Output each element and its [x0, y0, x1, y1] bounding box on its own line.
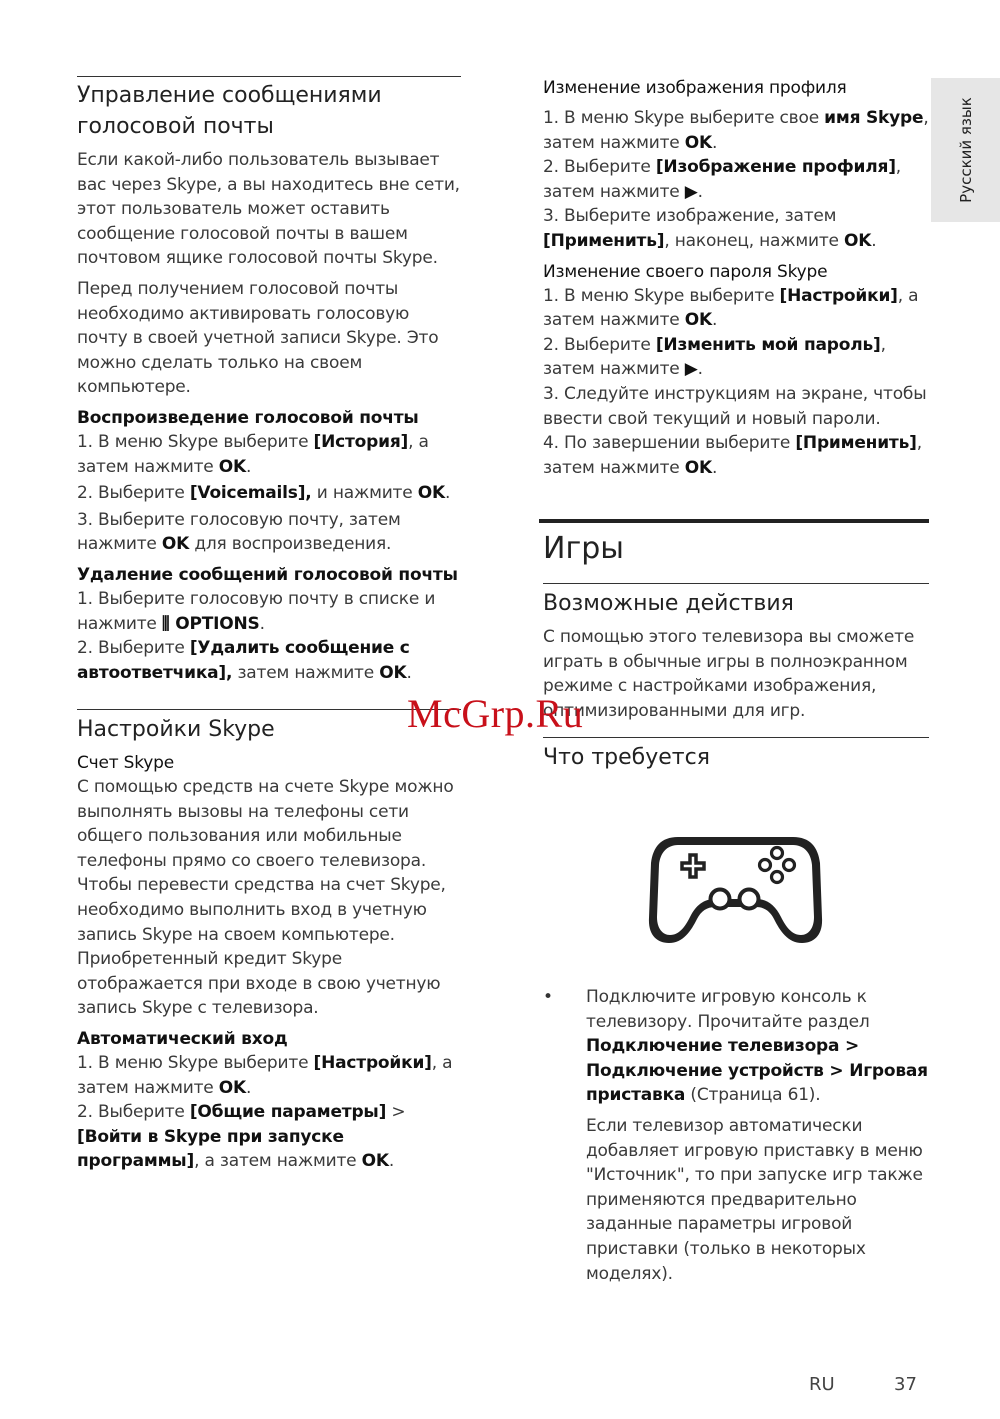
playback-step-2: 2. Выберите [Voicemails], и нажмите OK. — [77, 483, 451, 504]
options-icon: ⫼ — [161, 613, 170, 634]
gamepad-icon — [648, 833, 823, 945]
actions-paragraph: С помощью этого телевизора вы сможете играть в обычные игры в полноэкранном режиме с настройками изображения, оптимизированными для игр. — [543, 627, 915, 721]
requirement-note: Если телевизор автоматически добавляет игровую приставку в меню "Источник", то при запуске игр также применяются предварительно заданные параметры игровой приставки (только в некоторых моделях). — [586, 1115, 923, 1284]
page-number: 37 — [894, 1374, 917, 1395]
profile-step-3: 3. Выберите изображение, затем [Применить], наконец, нажмите OK. — [543, 206, 877, 251]
profile-step-2: 2. Выберите [Изображение профиля], затем нажмите ▶. — [543, 157, 902, 202]
left-column — [77, 76, 461, 685]
language-tab-label: Русский язык — [956, 97, 975, 203]
requirements-title: Что требуется — [543, 745, 710, 771]
watermark: McGrp.Ru — [407, 691, 584, 736]
section-rule — [77, 76, 461, 77]
profile-step-1: 1. В меню Skype выберите свое имя Skype, затем нажмите OK. — [543, 108, 929, 153]
play-icon: ▶ — [684, 359, 698, 380]
playback-step-3: 3. Выберите голосовую почту, затем нажмите OK для воспроизведения. — [77, 509, 401, 555]
games-section — [539, 519, 929, 779]
section-rule — [543, 583, 929, 584]
playback-heading: Воспроизведение голосовой почты — [77, 407, 419, 428]
password-step-3: 3. Следуйте инструкциям на экране, чтобы ввести свой текущий и новый пароли. — [543, 383, 927, 429]
cross-reference-link[interactable]: Подключение телевизора > Подключение устройств > Игровая приставка — [586, 1036, 928, 1106]
language-side-tab — [931, 78, 1000, 222]
voicemail-paragraph-2: Перед получением голосовой почты необходимо активировать голосовую почту в своей учетной записи Skype. Это можно сделать только на своем компьютере. — [77, 278, 439, 398]
actions-title: Возможные действия — [543, 591, 794, 616]
credit-paragraph: С помощью средств на счете Skype можно выполнять вызовы на телефоны сети общего пользования или мобильные телефоны прямо со своего телевизора. Чтобы перевести средства на счет Skype, необходимо выполнить вход в учетную запись Skype на своем компьютере. Приобретенный кредит Skype отображается при входе в свою учетную запись Skype с телевизора. — [77, 777, 454, 1019]
delete-heading: Удаление сообщений голосовой почты — [77, 564, 458, 585]
voicemail-section-title: Управление сообщениями голосовой почты — [77, 83, 382, 139]
playback-step-1: 1. В меню Skype выберите [История], а затем нажмите OK. — [77, 431, 429, 477]
auto-signin-step-1: 1. В меню Skype выберите [Настройки], а затем нажмите OK. — [77, 1052, 453, 1098]
requirement-connect-console: Подключите игровую консоль к телевизору. Прочитайте раздел Подключение телевизора > Подключение устройств > Игровая приставка (Страница 61). — [586, 987, 928, 1106]
section-rule — [543, 737, 929, 738]
credit-heading: Счет Skype — [77, 753, 175, 773]
play-icon: ▶ — [684, 181, 698, 202]
profile-image-heading: Изменение изображения профиля — [543, 78, 847, 98]
skype-settings-title: Настройки Skype — [77, 717, 275, 742]
footer-language: RU — [809, 1374, 835, 1395]
left-column-skype — [77, 710, 461, 1174]
password-heading: Изменение своего пароля Skype — [543, 261, 828, 282]
delete-step-2: 2. Выберите [Удалить сообщение с автоответчика], затем нажмите OK. — [77, 638, 412, 683]
games-title: Игры — [543, 531, 624, 566]
password-step-4: 4. По завершении выберите [Применить], затем нажмите OK. — [543, 433, 922, 478]
right-column — [543, 76, 929, 480]
password-step-1: 1. В меню Skype выберите [Настройки], а затем нажмите OK. — [543, 285, 919, 331]
bullet-marker: • — [543, 987, 554, 1007]
voicemail-paragraph-1: Если какой-либо пользователь вызывает вас через Skype, а вы находитесь вне сети, этот пользователь может оставить сообщение голосовой почты в вашем почтовом ящике голосовой почты Skype. — [77, 150, 460, 269]
auto-signin-heading: Автоматический вход — [77, 1028, 288, 1049]
auto-signin-step-2: 2. Выберите [Общие параметры] > [Войти в Skype при запуске программы], а затем нажмите OK. — [77, 1102, 406, 1172]
delete-step-1: 1. Выберите голосовую почту в списке и нажмите ⫼ OPTIONS. — [77, 588, 436, 634]
section-rule-thick — [539, 519, 929, 523]
requirements-list-item — [543, 985, 929, 1286]
password-step-2: 2. Выберите [Изменить мой пароль], затем нажмите ▶. — [543, 334, 886, 380]
